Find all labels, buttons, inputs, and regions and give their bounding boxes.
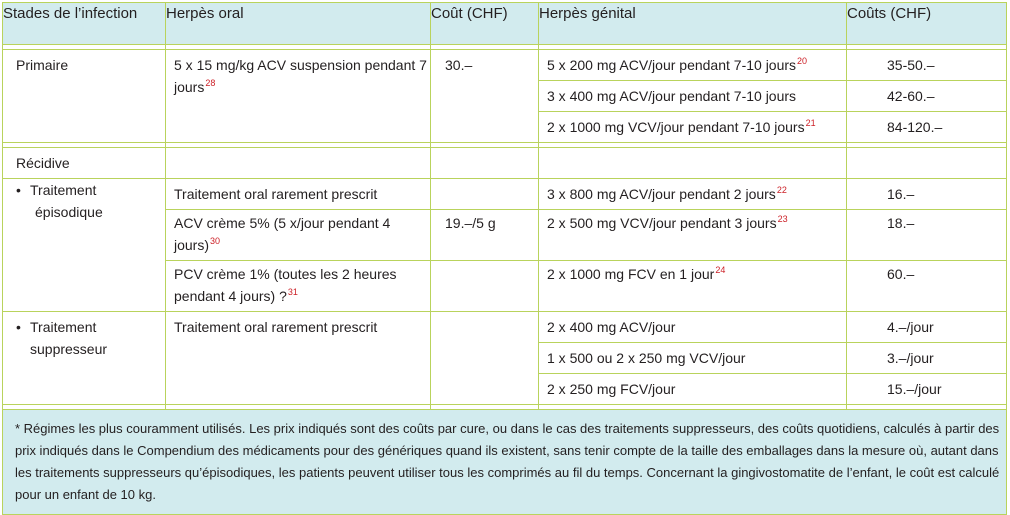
bullet-icon: • (16, 182, 21, 198)
genital-cost: 15.–/jour (847, 374, 1007, 405)
genital-cost: 16.– (847, 179, 1007, 210)
genital-cost: 42-60.– (847, 81, 1007, 112)
header-oral: Herpès oral (166, 3, 431, 45)
genital-cost: 18.– (847, 210, 1007, 261)
primaire-oral-cost: 30.– (431, 50, 539, 143)
episodique-oral-cell: Traitement oral rarement prescrit (166, 179, 431, 210)
episodique-oral-cost: 19.–/5 g (431, 210, 539, 261)
genital-regimen: 3 x 800 mg ACV/jour pendant 2 jours (547, 186, 776, 202)
table-row (3, 148, 1007, 179)
suppresseur-line2: suppresseur (30, 341, 108, 357)
footnote-ref: 24 (715, 265, 726, 276)
footnote-ref: 20 (797, 56, 808, 67)
footnote-row (3, 410, 1007, 515)
genital-regimen: 2 x 1000 mg FCV en 1 jour (547, 266, 715, 282)
episodique-oral-cost (431, 261, 539, 312)
episodique-line1: Traitement (30, 182, 97, 198)
table-row (3, 312, 1007, 343)
footnote-ref: 22 (776, 185, 787, 196)
footnote-ref: 31 (287, 287, 298, 298)
header-genital-cost: Coûts (CHF) (847, 3, 1007, 45)
genital-regimen: 3 x 400 mg ACV/jour pendant 7-10 jours (547, 88, 797, 104)
genital-cost: 4.–/jour (847, 312, 1007, 343)
episodique-line2: épisodique (35, 204, 103, 220)
herpes-treatment-table (2, 2, 1007, 515)
episodique-oral-cell (166, 210, 431, 261)
suppresseur-genital-cell: 1 x 500 ou 2 x 250 mg VCV/jour (539, 343, 847, 374)
primaire-genital-cell (539, 112, 847, 143)
genital-cost: 60.– (847, 261, 1007, 312)
suppresseur-line1: Traitement (30, 319, 97, 335)
primaire-oral-text: 5 x 15 mg/kg ACV suspension pendant 7 jours (174, 57, 427, 95)
header-oral-cost: Coût (CHF) (431, 3, 539, 45)
footnote-ref: 23 (777, 214, 788, 225)
stage-primaire: Primaire (3, 50, 166, 143)
header-stages: Stades de l’infection (3, 3, 166, 45)
footnote-ref: 28 (205, 78, 216, 89)
suppresseur-oral-cell: Traitement oral rarement prescrit (166, 312, 431, 405)
header-genital: Herpès génital (539, 3, 847, 45)
stage-episodique (3, 179, 166, 312)
episodique-genital-cell (539, 179, 847, 210)
episodique-genital-cell (539, 261, 847, 312)
primaire-genital-cell (539, 50, 847, 81)
genital-cost: 35-50.– (847, 50, 1007, 81)
table-row (3, 179, 1007, 210)
episodique-genital-cell (539, 210, 847, 261)
stage-recidive: Récidive (3, 148, 166, 179)
bullet-icon: • (16, 319, 21, 335)
footnote-ref: 30 (210, 236, 221, 247)
stage-suppresseur (3, 312, 166, 405)
footnote-ref: 21 (805, 118, 816, 129)
suppresseur-genital-cell: 2 x 250 mg FCV/jour (539, 374, 847, 405)
primaire-genital-cell (539, 81, 847, 112)
footnote-text: * Régimes les plus couramment utilisés. Les prix indiqués sont des coûts par cure, ou dans le cas des traitements suppresseurs, des coûts quotidiens, calculés à partir des prix indiqués dans le Compendium des médicaments pour des génériques quand ils existent, sans tenir compte de la taille des emballages dans la mesure où, autant dans les traitements suppresseurs qu’épisodiques, les patients peuvent utiliser tous les comprimés au fil du temps. Concernant la gingivostomatite de l’enfant, le coût est calculé pour un enfant de 10 kg. (3, 410, 1007, 515)
episodique-oral-cost (431, 179, 539, 210)
primaire-oral-cell (166, 50, 431, 143)
suppresseur-oral-cost (431, 312, 539, 405)
oral-regimen: ACV crème 5% (5 x/jour pendant 4 jours) (174, 215, 391, 253)
table-header-row (3, 3, 1007, 45)
table-row (3, 50, 1007, 81)
genital-cost: 84-120.– (847, 112, 1007, 143)
suppresseur-genital-cell: 2 x 400 mg ACV/jour (539, 312, 847, 343)
episodique-oral-cell (166, 261, 431, 312)
genital-cost: 3.–/jour (847, 343, 1007, 374)
genital-regimen: 5 x 200 mg ACV/jour pendant 7-10 jours (547, 57, 797, 73)
genital-regimen: 2 x 500 mg VCV/jour pendant 3 jours (547, 215, 777, 231)
genital-regimen: 2 x 1000 mg VCV/jour pendant 7-10 jours (547, 119, 805, 135)
oral-regimen: PCV crème 1% (toutes les 2 heures pendant 4 jours) ? (174, 266, 397, 304)
